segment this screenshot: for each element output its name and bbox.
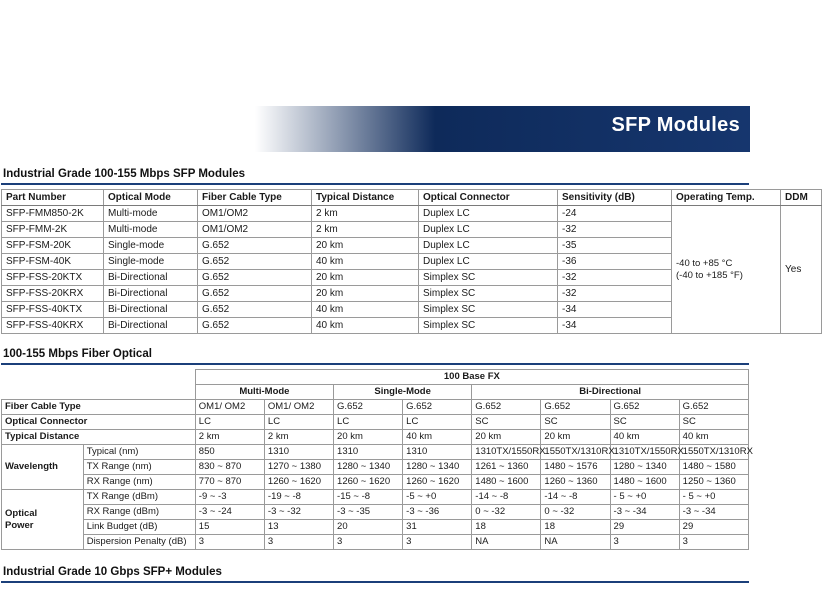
col-operating-temp: Operating Temp. [672,190,781,206]
cell-value: G.652 [334,400,403,415]
cell-value: 20 km [472,430,541,445]
operating-temp-celsius: -40 to +85 °C [676,257,733,269]
cell-value: 1260 ~ 1360 [541,475,610,490]
cell-value: 1480 ~ 1580 [679,460,748,475]
cell-value: OM1/ OM2 [264,400,333,415]
cell-optical-mode: Single-mode [104,254,198,270]
spacer-cell [2,370,196,385]
section-divider [1,581,749,583]
cell-value: 1480 ~ 1600 [610,475,679,490]
cell-fiber-cable-type: G.652 [198,270,312,286]
cell-value: -3 ~ -24 [195,505,264,520]
table-mode-header-row [2,385,749,400]
row-sublabel-dispersion-penalty: Dispersion Penalty (dB) [83,535,195,550]
spacer-cell [2,385,196,400]
row-label-wavelength: Wavelength [2,445,84,490]
cell-value: 1310 [264,445,333,460]
cell-value: SC [541,415,610,430]
cell-value: -14 ~ -8 [472,490,541,505]
cell-fiber-cable-type: OM1/OM2 [198,222,312,238]
cell-part-number: SFP-FSM-40K [2,254,104,270]
cell-value: 1280 ~ 1340 [403,460,472,475]
cell-value: 1310TX/1550RX [472,445,541,460]
cell-optical-mode: Bi-Directional [104,318,198,334]
cell-value: 3 [679,535,748,550]
cell-optical-connector: Duplex LC [419,238,558,254]
cell-optical-mode: Single-mode [104,238,198,254]
cell-fiber-cable-type: G.652 [198,318,312,334]
cell-value: 1260 ~ 1620 [403,475,472,490]
cell-optical-mode: Multi-mode [104,222,198,238]
cell-value: 40 km [403,430,472,445]
cell-sensitivity: -34 [558,302,672,318]
table-row-optical-connector [2,415,749,430]
cell-value: 1280 ~ 1340 [334,460,403,475]
col-sensitivity: Sensitivity (dB) [558,190,672,206]
cell-value: 1250 ~ 1360 [679,475,748,490]
cell-value: 1270 ~ 1380 [264,460,333,475]
row-label-optical-connector: Optical Connector [2,415,196,430]
cell-value: - 5 ~ +0 [679,490,748,505]
group-header-bi-directional: Bi-Directional [472,385,749,400]
section-industrial-100-155 [1,168,822,334]
cell-value: -3 ~ -35 [334,505,403,520]
cell-part-number: SFP-FSS-20KRX [2,286,104,302]
cell-value: -19 ~ -8 [264,490,333,505]
cell-optical-connector: Simplex SC [419,302,558,318]
cell-value: 18 [541,520,610,535]
cell-value: 2 km [264,430,333,445]
table-row [2,206,822,222]
cell-value: 1480 ~ 1576 [541,460,610,475]
cell-value: 830 ~ 870 [195,460,264,475]
cell-value: OM1/ OM2 [195,400,264,415]
cell-value: G.652 [403,400,472,415]
cell-part-number: SFP-FSM-20K [2,238,104,254]
cell-value: 20 km [334,430,403,445]
col-typical-distance: Typical Distance [312,190,419,206]
group-header-multi-mode: Multi-Mode [195,385,333,400]
cell-part-number: SFP-FSS-20KTX [2,270,104,286]
cell-optical-mode: Bi-Directional [104,286,198,302]
section-fiber-optical-100-155 [1,348,753,550]
cell-value: 1260 ~ 1620 [264,475,333,490]
cell-value: 29 [610,520,679,535]
cell-optical-mode: Multi-mode [104,206,198,222]
col-optical-mode: Optical Mode [104,190,198,206]
cell-optical-mode: Bi-Directional [104,302,198,318]
row-sublabel-typical: Typical (nm) [83,445,195,460]
table-row-power-tx [2,490,749,505]
cell-value: LC [334,415,403,430]
cell-value: -3 ~ -36 [403,505,472,520]
cell-part-number: SFP-FSS-40KRX [2,318,104,334]
section-title: Industrial Grade 10 Gbps SFP+ Modules [3,566,222,578]
cell-value: 3 [403,535,472,550]
section-title: Industrial Grade 100-155 Mbps SFP Modules [3,168,245,180]
section-divider [1,183,749,185]
table-row-wavelength-tx [2,460,749,475]
cell-value: 1260 ~ 1620 [334,475,403,490]
table-row-wavelength-typical [2,445,749,460]
row-label-fiber-cable-type: Fiber Cable Type [2,400,196,415]
cell-value: LC [195,415,264,430]
cell-sensitivity: -24 [558,206,672,222]
cell-part-number: SFP-FSS-40KTX [2,302,104,318]
cell-sensitivity: -34 [558,318,672,334]
cell-optical-mode: Bi-Directional [104,270,198,286]
cell-value: 1280 ~ 1340 [610,460,679,475]
group-header-single-mode: Single-Mode [334,385,472,400]
table-row-link-budget [2,520,749,535]
cell-value: 1550TX/1310RX [679,445,748,460]
cell-value: 40 km [610,430,679,445]
cell-typical-distance: 20 km [312,238,419,254]
cell-value: NA [541,535,610,550]
cell-fiber-cable-type: G.652 [198,254,312,270]
cell-value: 40 km [679,430,748,445]
section-title: 100-155 Mbps Fiber Optical [3,348,152,360]
row-label-typical-distance: Typical Distance [2,430,196,445]
cell-value: 770 ~ 870 [195,475,264,490]
section-industrial-10g [1,566,749,583]
cell-typical-distance: 20 km [312,286,419,302]
col-optical-connector: Optical Connector [419,190,558,206]
cell-value: 15 [195,520,264,535]
cell-fiber-cable-type: G.652 [198,302,312,318]
cell-value: G.652 [679,400,748,415]
cell-sensitivity: -32 [558,222,672,238]
cell-typical-distance: 40 km [312,318,419,334]
table-row-dispersion-penalty [2,535,749,550]
table-row-typical-distance [2,430,749,445]
cell-value: - 5 ~ +0 [610,490,679,505]
cell-value: 20 [334,520,403,535]
cell-value: -9 ~ -3 [195,490,264,505]
cell-value: 3 [195,535,264,550]
cell-value: 3 [610,535,679,550]
cell-ddm: Yes [781,206,822,334]
cell-value: 2 km [195,430,264,445]
cell-part-number: SFP-FMM850-2K [2,206,104,222]
cell-value: 0 ~ -32 [472,505,541,520]
row-sublabel-link-budget: Link Budget (dB) [83,520,195,535]
cell-value: SC [472,415,541,430]
cell-value: 0 ~ -32 [541,505,610,520]
table-industrial-100-155-sfp [1,189,822,334]
cell-value: 29 [679,520,748,535]
cell-value: 20 km [541,430,610,445]
table-row-power-rx [2,505,749,520]
section-divider [1,363,749,365]
cell-value: 1310 [403,445,472,460]
col-fiber-cable-type: Fiber Cable Type [198,190,312,206]
cell-value: SC [679,415,748,430]
cell-typical-distance: 2 km [312,206,419,222]
cell-sensitivity: -36 [558,254,672,270]
cell-part-number: SFP-FMM-2K [2,222,104,238]
operating-temp-fahrenheit: (-40 to +185 °F) [676,269,743,281]
row-label-optical-power [2,490,84,550]
cell-value: 1261 ~ 1360 [472,460,541,475]
optical-power-label-line2: Power [5,519,34,531]
page-title: SFP Modules [611,114,740,136]
cell-value: G.652 [472,400,541,415]
table-row-wavelength-rx [2,475,749,490]
cell-optical-connector: Simplex SC [419,270,558,286]
row-sublabel-tx-range-nm: TX Range (nm) [83,460,195,475]
cell-value: -14 ~ -8 [541,490,610,505]
col-ddm: DDM [781,190,822,206]
cell-value: 1310TX/1550RX [610,445,679,460]
cell-optical-connector: Duplex LC [419,222,558,238]
cell-typical-distance: 40 km [312,254,419,270]
cell-value: 13 [264,520,333,535]
row-sublabel-rx-range-dbm: RX Range (dBm) [83,505,195,520]
cell-value: -15 ~ -8 [334,490,403,505]
cell-typical-distance: 20 km [312,270,419,286]
cell-value: NA [472,535,541,550]
cell-sensitivity: -32 [558,270,672,286]
cell-optical-connector: Duplex LC [419,254,558,270]
cell-value: -3 ~ -34 [610,505,679,520]
table-header-row [2,190,822,206]
cell-value: -3 ~ -34 [679,505,748,520]
cell-optical-connector: Duplex LC [419,206,558,222]
row-sublabel-rx-range-nm: RX Range (nm) [83,475,195,490]
cell-sensitivity: -35 [558,238,672,254]
cell-optical-connector: Simplex SC [419,286,558,302]
cell-value: -5 ~ +0 [403,490,472,505]
cell-typical-distance: 2 km [312,222,419,238]
cell-sensitivity: -32 [558,286,672,302]
cell-fiber-cable-type: OM1/OM2 [198,206,312,222]
cell-value: 18 [472,520,541,535]
cell-operating-temp [672,206,781,334]
cell-value: 850 [195,445,264,460]
table-group-header-row [2,370,749,385]
cell-value: 3 [264,535,333,550]
optical-power-label-line1: Optical [5,507,38,519]
cell-value: SC [610,415,679,430]
cell-value: 3 [334,535,403,550]
table-fiber-optical-specs [1,369,753,550]
cell-value: -3 ~ -32 [264,505,333,520]
cell-value: 31 [403,520,472,535]
col-part-number: Part Number [2,190,104,206]
group-header-100-base-fx: 100 Base FX [195,370,748,385]
cell-value: LC [264,415,333,430]
cell-value: 1550TX/1310RX [541,445,610,460]
row-sublabel-tx-range-dbm: TX Range (dBm) [83,490,195,505]
cell-value: 1310 [334,445,403,460]
cell-fiber-cable-type: G.652 [198,286,312,302]
cell-optical-connector: Simplex SC [419,318,558,334]
table-row-fiber-cable-type [2,400,749,415]
cell-value: 1480 ~ 1600 [472,475,541,490]
cell-fiber-cable-type: G.652 [198,238,312,254]
cell-value: G.652 [541,400,610,415]
cell-typical-distance: 40 km [312,302,419,318]
cell-value: LC [403,415,472,430]
cell-value: G.652 [610,400,679,415]
